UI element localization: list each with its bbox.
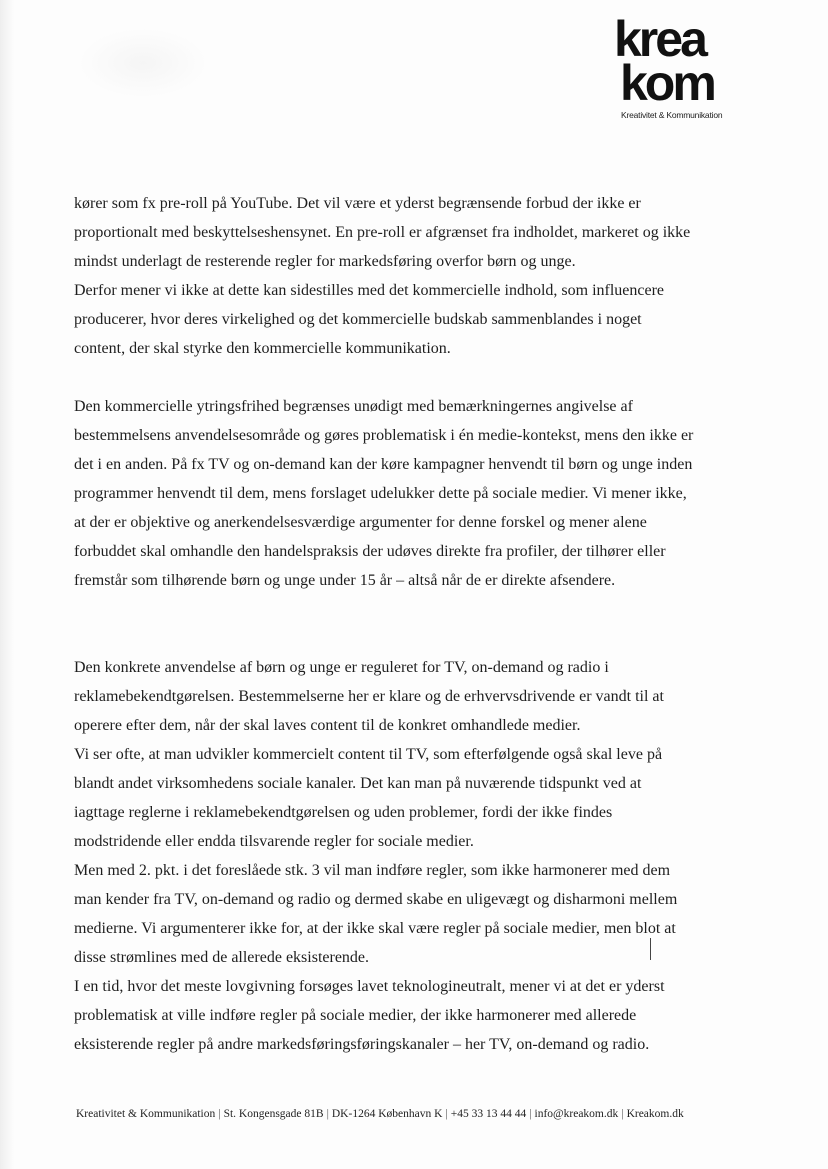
footer-address: St. Kongensgade 81B [223,1108,324,1120]
footer-city: DK-1264 København K [331,1108,443,1120]
text-line: I en tid, hvor det meste lovgivning forsøges lavet teknologineutralt, mener vi at det er yderst [74,978,665,995]
scan-edge-shadow [0,0,14,1169]
text-line: at der er objektive og anerkendelsesværdige argumenter for denne forskel og mener alene [74,514,647,531]
text-line: content, der skal styrke den kommercielle kommunikation. [74,340,451,357]
kreakom-logo [614,11,754,124]
text-line: operere efter dem, når der skal laves content til de konkret omhandlede medier. [74,717,581,734]
text-line: modstridende eller endda tilsvarende regler for sociale medier. [74,833,474,850]
text-line: iagttage reglerne i reklamebekendtgørelsen og uden problemer, fordi der ikke findes [74,804,613,821]
logo-tagline: Kreativitet & Kommunikation [621,110,723,120]
paragraph-ytringsfrihed [74,392,764,595]
logo-word-bottom: kom [620,55,714,111]
footer-phone: +45 33 13 44 44 [450,1108,527,1120]
text-line: forbuddet skal omhandle den handelspraksis der udøves direkte fra profiler, der tilhører eller [74,543,666,560]
text-line: problematisk at ville indføre regler på sociale medier, der ikke harmonerer med allerede [74,1007,637,1024]
footer-separator: | [445,1108,448,1120]
text-line: fremstår som tilhørende børn og unge under 15 år – altså når de er direkte afsendere. [74,572,616,589]
text-line: Derfor mener vi ikke at dette kan sidestilles med det kommercielle indhold, som influencere [74,282,665,299]
letter-footer [76,1106,776,1122]
letter-body [74,189,764,1059]
text-line: reklamebekendtgørelsen. Bestemmelserne her er klare og de erhvervsdrivende er vandt til at [74,688,664,705]
footer-separator: | [621,1108,624,1120]
paragraph-preroll [74,189,764,363]
footer-separator: | [529,1108,532,1120]
footer-company: Kreativitet & Kommunikation [76,1108,216,1120]
text-line: det i en anden. På fx TV og on-demand kan der køre kampagner henvendt til børn og unge inden [74,456,693,473]
footer-email-link[interactable]: info@kreakom.dk [534,1108,619,1120]
footer-website-link[interactable]: Kreakom.dk [626,1108,684,1120]
text-line: man kender fra TV, on-demand og radio og dermed skabe en uligevægt og disharmoni mellem [74,891,678,908]
text-line: Men med 2. pkt. i det foreslåede stk. 3 vil man indføre regler, som ikke harmonerer med dem [74,862,671,879]
text-line: eksisterende regler på andre markedsføringsføringskanaler – her TV, on-demand og radio. [74,1036,650,1053]
text-line: kører som fx pre-roll på YouTube. Det vil være et yderst begrænsende forbud der ikke er [74,195,641,212]
text-line: Den kommercielle ytringsfrihed begrænses unødigt med bemærkningernes angivelse af [74,398,633,415]
footer-separator: | [326,1108,329,1120]
text-cursor-mark [650,938,651,960]
footer-separator: | [218,1108,221,1120]
text-line: programmer henvendt til dem, mens forslaget udelukker dette på sociale medier. Vi mener ikke, [74,485,687,502]
text-line: Vi ser ofte, at man udvikler kommercielt content til TV, som efterfølgende også skal leve på [74,746,663,763]
logo-word-top: krea [614,11,705,67]
text-line: bestemmelsens anvendelsesområde og gøres problematisk i én medie-kontekst, mens den ikke er [74,427,694,444]
text-line: mindst underlagt de resterende regler for markedsføring overfor børn og unge. [74,253,576,270]
text-line: proportionalt med beskyttelseshensynet. En pre-roll er afgrænset fra indholdet, markeret og ikke [74,224,691,241]
scan-ghost-mark [78,28,208,98]
text-line: Den konkrete anvendelse af børn og unge er reguleret for TV, on-demand og radio i [74,659,609,676]
text-line: blandt andet virksomhedens sociale kanaler. Det kan man på nuværende tidspunkt ved at [74,775,642,792]
paragraph-spacer [74,595,764,653]
text-line: disse strømlines med de allerede eksisterende. [74,949,370,966]
paragraph-spacer [74,363,764,392]
paragraph-anvendelse [74,653,764,1059]
text-line: medierne. Vi argumenterer ikke for, at der ikke skal være regler på sociale medier, men blot at [74,920,676,937]
text-line: producerer, hvor deres virkelighed og det kommercielle budskab sammenblandes i noget [74,311,642,328]
